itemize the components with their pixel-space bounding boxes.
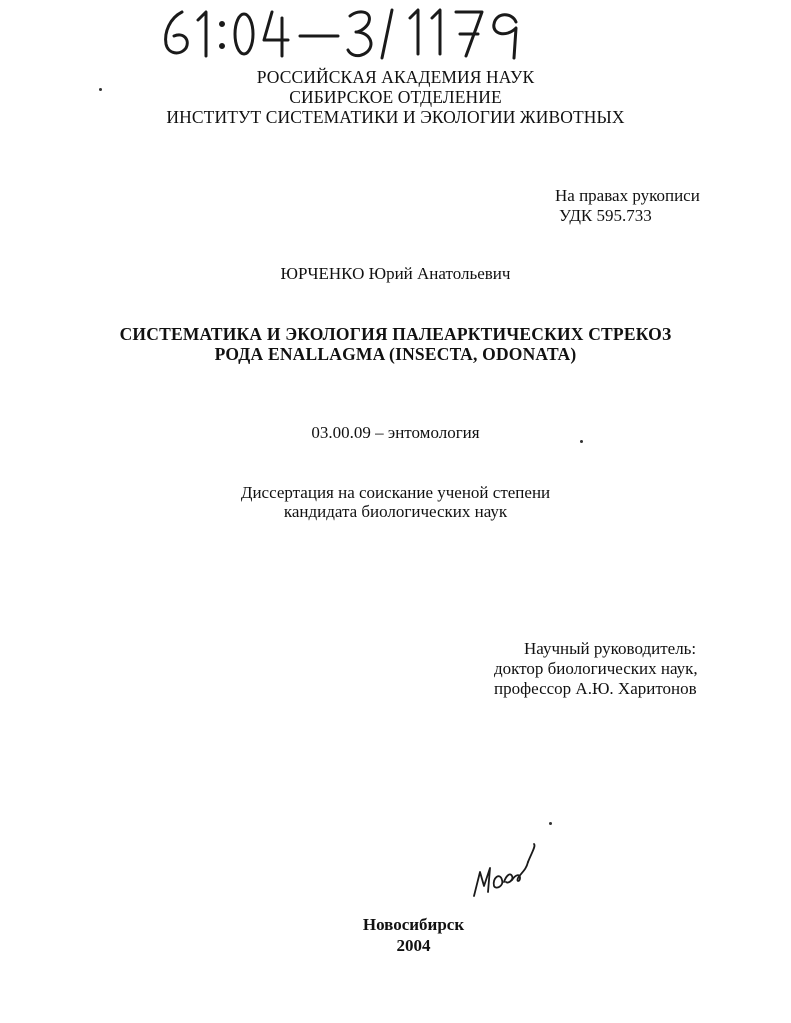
signature — [466, 842, 540, 902]
signature-drawing — [466, 842, 540, 902]
scan-speck — [580, 440, 583, 443]
scan-speck — [99, 88, 102, 91]
degree-line-2: кандидата биологических наук — [283, 502, 508, 521]
supervisor-name: профессор А.Ю. Харитонов — [494, 679, 697, 698]
header-academy: РОССИЙСКАЯ АКАДЕМИЯ НАУК — [256, 67, 535, 87]
specialty: 03.00.09 – энтомология — [311, 423, 480, 442]
header-branch: СИБИРСКОЕ ОТДЕЛЕНИЕ — [289, 87, 502, 107]
author-name: ЮРЧЕНКО Юрий Анатольевич — [280, 264, 511, 283]
udc-code: УДК 595.733 — [559, 206, 652, 225]
header-institute: ИНСТИТУТ СИСТЕМАТИКИ И ЭКОЛОГИИ ЖИВОТНЫХ — [166, 107, 625, 127]
supervisor-degree: доктор биологических наук, — [494, 659, 698, 678]
scan-speck — [549, 822, 552, 825]
handwritten-code-drawing — [160, 4, 610, 60]
city: Новосибирск — [362, 915, 465, 934]
year: 2004 — [396, 936, 431, 955]
handwritten-archive-code — [160, 4, 610, 60]
dissertation-title-line-1: СИСТЕМАТИКА И ЭКОЛОГИЯ ПАЛЕАРКТИЧЕСКИХ СТРЕКОЗ — [119, 324, 672, 344]
dissertation-title-line-2: РОДА ENALLAGMA (INSECTA, ODONATA) — [214, 344, 577, 364]
supervisor-label: Научный руководитель: — [524, 639, 697, 658]
degree-line-1: Диссертация на соискание ученой степени — [240, 483, 551, 502]
manuscript-rights: На правах рукописи — [555, 186, 700, 205]
